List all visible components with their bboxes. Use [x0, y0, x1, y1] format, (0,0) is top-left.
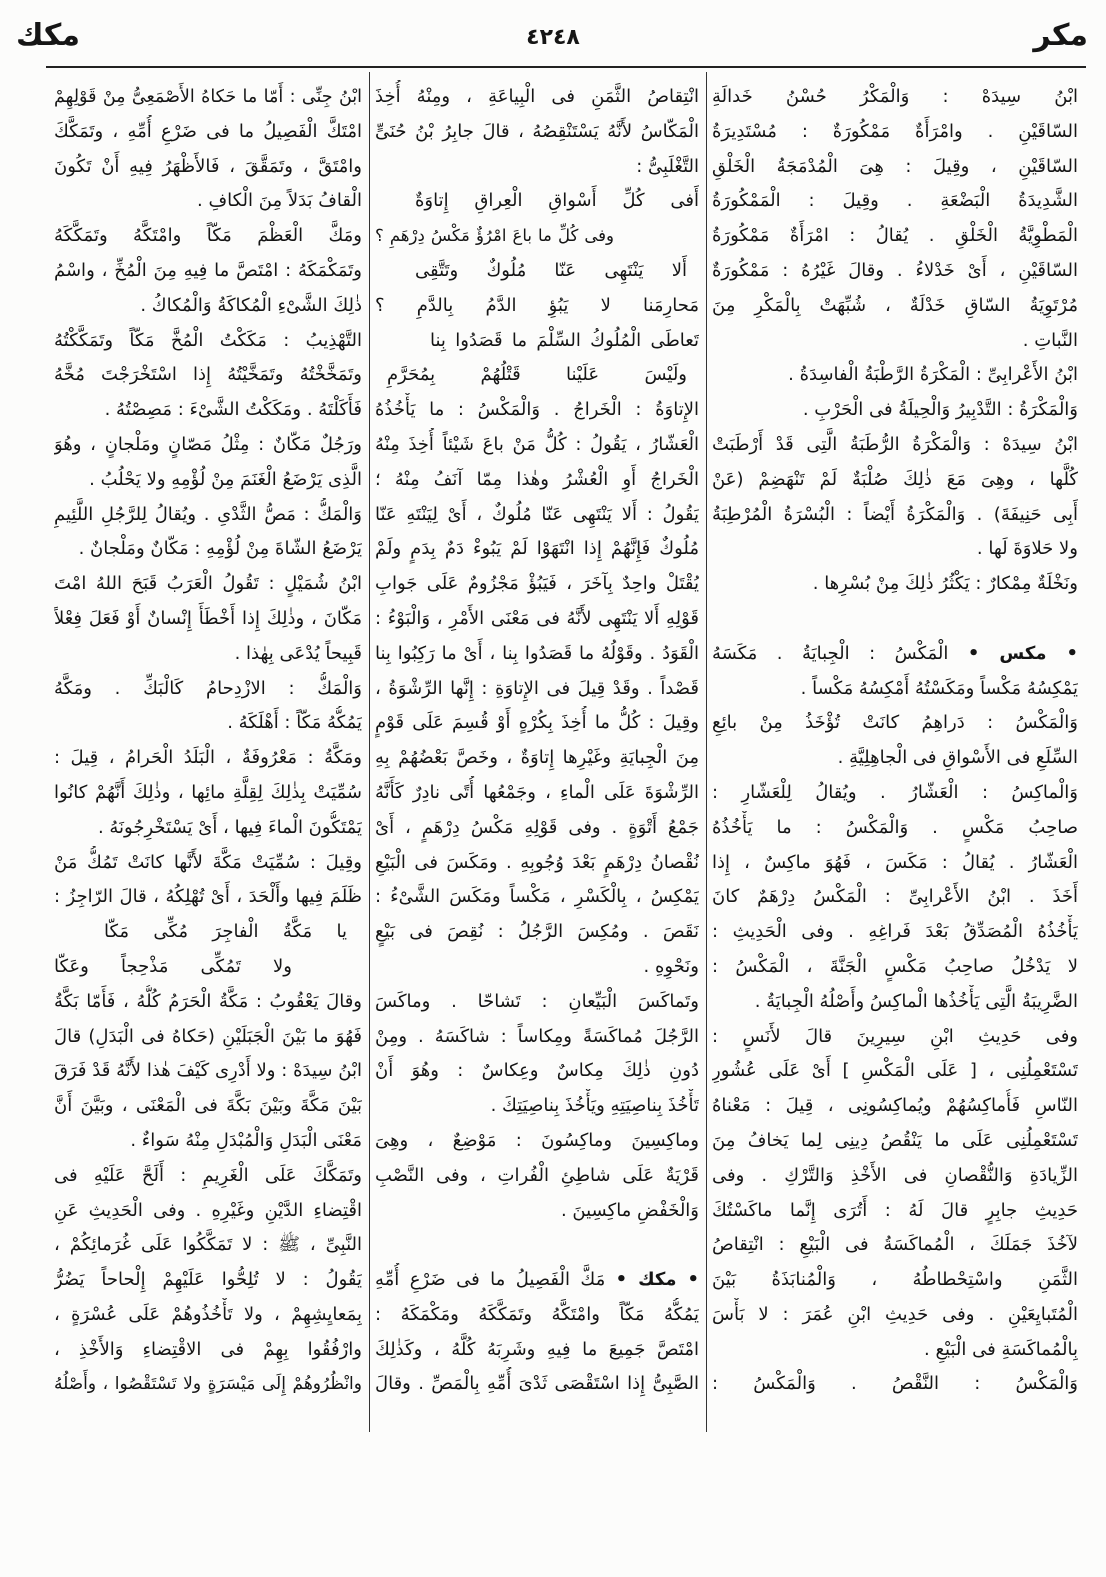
text-line: ونَخْلَةٌ مِمْكارٌ : يَكْثُرُ ذٰلِكَ مِنْ بُسْرِها .	[812, 573, 1078, 595]
text-line: النّاسِ فَأُماكِسُهُمْ ويُماكِسُونِى ، قِيلَ : مَعْناهُ	[712, 1095, 1078, 1117]
text-line: ابْنُ سِيدَهْ : وَالْمَكْرَةُ الرُّطَبَةُ الَّتِى قَدْ أَرْطَبَتْ	[712, 433, 1078, 455]
page-number: ٤٢٤٨	[526, 25, 580, 50]
text-line: فَهُوَ ما بَيْنَ الْجَبَلَيْنِ (حَكاهُ فى الْبَدَلِ) قالَ	[54, 1025, 362, 1047]
text-line: جَمْعُ أَتْوَةٍ . وفى قَوْلِهِ مَكْسُ دِرْهَمٍ ، أَىْ	[375, 816, 699, 838]
text-line: ابْنُ سِيدَهْ : ولا أَدْرِى كَيْفَ هٰذا لأَنَّهُ قَدْ فَرَقَ	[54, 1060, 362, 1082]
column-right	[712, 80, 1078, 1402]
text-line: امْتَكَّ الْفَصِيلُ ما فى ضَرْعِ أُمِّهِ ، وتَمَكَّكَ	[54, 120, 362, 142]
text-line: فَأَكَلْتَهُ . ومَكَكْتُ الشَّىْءَ : مَصِصْتُهُ .	[104, 399, 362, 421]
text-line: • مكس • الْمَكْسُ : الْجِبايَةُ . مَكَسَهُ	[712, 642, 1078, 664]
text-line: الزِّيادَةِ وَالنُّقْصانِ فى الأَخْذِ وَالتَّرْكِ . وفى	[712, 1164, 1078, 1186]
text-line: الضَّرِيبَةُ الَّتِى يَأْخُذُها الْماكِسُ وأَصْلُهُ الْجِبايَةُ .	[754, 990, 1078, 1012]
verse-line: أَلا يَنْتَهِى عَنّا مُلُوكٌ وتَتَّقِى	[415, 259, 687, 281]
text-line: يَمُكُّهُ مَكّاً : أَهْلَكَهُ .	[227, 712, 362, 734]
text-line: السّاقَيْنِ ، أَىْ خَدْلاءُ . وقالَ غَيْرُهُ : مَمْكُورَةٌ	[712, 259, 1078, 281]
text-line: سُمِّيَتْ بِذٰلِكَ لِقِلَّةِ مائِها ، وذٰلِكَ أَنَّهُمْ كانُوا	[54, 781, 362, 803]
text-line: • مكك • مَكَّ الْفَصِيلُ ما فى ضَرْعِ أُمِّهِ	[375, 1269, 699, 1291]
text-line: السِّلَعِ فى الأَسْواقِ فى الْجاهِلِيَّةِ .	[837, 747, 1078, 769]
text-line: اقْتِضاءِ الدَّيْنِ وغَيْرِهِ . وفى الْحَدِيثِ عَنِ	[54, 1199, 362, 1221]
text-line: مَعْنَى الْبَدَلِ وَالْمُبْدَلِ مِنْهُ سَواءٌ .	[130, 1129, 362, 1151]
text-line: يَرْضَعُ الشّاةَ مِنْ لُؤْمِهِ : مَكّانٌ ومَلْجانٌ .	[78, 538, 362, 560]
text-line: بَيْنَ مَكَّةَ وبَيْنَ بَكَّةَ فى الْمَعْنَى ، وبَيَّنَ أَنَّ	[54, 1095, 362, 1117]
text-line: الرِّشْوَةَ عَلَى الْماءِ ، وجَمْعُها أُتًى نادِرٌ كَأَنَّهُ	[375, 781, 699, 803]
text-line: الْعَشّارُ ، يَقُولُ : كُلُّ مَنْ باعَ شَيْئاً أُخِذَ مِنْهُ	[375, 433, 699, 455]
text-line: نُقْصانُ دِرْهَمٍ بَعْدَ وُجُوبِهِ . ومَكَسَ فى الْبَيْعِ	[375, 851, 699, 873]
text-line: وارْفُقُوا بِهِمْ فى الاقْتِضاءِ وَالأَخْذِ ،	[54, 1338, 362, 1360]
text-line: وتَماكَسَ الْبَيِّعانِ : تَشاحّا . وماكَسَ	[375, 990, 699, 1012]
text-line: وقِيلَ : كُلُّ ما أُخِذَ بِكُرْهٍ أَوْ قُسِمَ عَلَى قَوْمٍ	[375, 712, 699, 734]
text-line: حَدِيثِ جابِرٍ قالَ لَهُ : أَتُرَى إِنَّما ماكَسْتُكَ	[712, 1199, 1078, 1221]
text-line: الصَّبِىُّ إِذا اسْتَقْصَى ثَدْىَ أُمِّهِ بِالْمَصِّ . وقالَ	[375, 1373, 699, 1395]
text-line: وانْظُرُوهُمْ إِلَى مَيْسَرَةٍ ولا تَسْتَقْصُوا ، وأَصْلُهُ	[54, 1374, 362, 1395]
text-line: ومَكَّةُ : مَعْرُوفَةٌ ، الْبَلَدُ الْحَرامُ ، قِيلَ :	[54, 747, 362, 769]
text-line: يَقُولُ : أَلا يَنْتَهِى عَنّا مُلُوكٌ ، أَىْ لِيَنْتَهِ عَنّا	[375, 503, 699, 525]
text-line: تَأْخُذَ بِناصِيَتِهِ ويَأْخُذَ بِناصِيَتِكَ .	[490, 1095, 699, 1117]
text-line: يَأْخُذُهُ الْمُصَدِّقُ بَعْدَ فَراغِهِ . وفى الْحَدِيثِ :	[712, 921, 1078, 943]
text-line: وتَمَكْمَكَهُ : امْتَصَّ ما فِيهِ مِنَ الْمُخِّ ، واسْمُ	[54, 259, 362, 281]
text-line: الْخَراجُ أَوِ الْعُشْرُ وهٰذا مِمّا آنَفُ مِنْهُ ؛	[375, 468, 699, 490]
text-line: وَالْمَكْرَةُ : التَّدْبِيرُ وَالْحِيلَةُ فى الْحَرْبِ .	[802, 399, 1078, 421]
text-line: السّاقَيْنِ ، وقِيلَ : هِىَ الْمُدْمَجَةُ الْخَلْقِ	[712, 155, 1078, 177]
verse-line: وفى كُلِّ ما باعَ امْرُؤٌ مَكْسُ دِرْهَمِ ؟	[375, 226, 614, 246]
blank-line	[712, 602, 1078, 637]
text-line: الإِتاوَةُ : الْخَراجُ . وَالْمَكْسُ : ما يَأْخُذُهُ	[375, 399, 699, 421]
text-line: بِالْمُماكَسَةِ فى الْبَيْعِ .	[924, 1338, 1078, 1360]
text-line: النَّبِىِّ ، ﷺ : لا تَمَكَّكُوا عَلَى غُرَمائِكُمْ ،	[54, 1234, 362, 1256]
entry-headword: • مكك •	[615, 1269, 699, 1291]
text-line: السّاقَيْنِ . وامْرَأَةٌ مَمْكُورَةٌ : مُسْتَدِيرَةُ	[712, 120, 1078, 142]
column-middle	[375, 80, 699, 1402]
text-line: ابْنُ شُمَيْلٍ : تَقُولُ الْعَرَبُ قَبَحَ اللهُ امْتَ	[54, 573, 362, 595]
text-line: يَمْكِسُهُ مَكْساً ومَكَسْتُهُ أَمْكِسُهُ مَكْساً .	[800, 677, 1078, 699]
text-line: مِنَ الْجِبايَةِ وغَيْرِها إِتاوَةٌ ، وخَصَّ بَعْضُهُمْ بِهِ	[375, 747, 699, 769]
text-line: كُلَّها ، وهِىَ مَعَ ذٰلِكَ صُلْبَةٌ لَمْ تَنْهَضِمْ (عَنْ	[712, 468, 1078, 490]
text-line: ومَكَّ الْعَظْمَ مَكّاً وامْتَكَّهُ وتَمَكَّكَهُ	[54, 225, 362, 247]
verse-line: تَعاطَى الْمُلُوكُ السِّلْمَ ما قَصَدُوا بِنا	[430, 329, 699, 351]
text-line: الْقافُ بَدَلاً مِنَ الْكافِ .	[197, 190, 362, 212]
text-line: وَالْمَكُّ : مَصُّ الثَّدْىِ . ويُقالُ لِلرَّجُلِ اللَّئِيمِ	[54, 503, 362, 525]
text-line: أَبِى حَنِيفَةَ) . وَالْمَكْرَةُ أَيْضاً : الْبُسْرَةُ الْمُرْطِبَةُ	[712, 503, 1078, 525]
text-line: مُلُوكٌ فَإِنَّهُمْ إِذا انْتَهَوْا لَمْ يَبُوءْ دَمٌ بِدَمٍ ولَمْ	[375, 538, 699, 560]
text-line: ابْنُ سِيدَهْ : وَالْمَكْرُ حُسْنُ خَدالَةِ	[712, 86, 1078, 107]
text-line: ظَلَمَ فِيها وأَلْحَدَ ، أَىْ تُهْلِكُهُ ، قالَ الرّاجِزُ :	[54, 886, 362, 908]
text-line: دُونِ ذٰلِكَ مِكاسٌ وعِكاسٌ : وهُوَ أَنْ	[375, 1060, 699, 1082]
column-rule	[369, 72, 370, 1432]
text-line: وتَمَخَّخْتُهُ وتَمَخَّيْتُهُ إِذا اسْتَخْرَجْتَ مُخَّهُ	[54, 364, 362, 386]
text-line: ابْنُ الأَعْرابِىِّ : الْمَكْرَةُ الرَّطْبَةُ الْفاسِدَةُ .	[788, 364, 1078, 386]
text-line: تَسْتَعْمِلُنِى ، [ عَلَى الْمَكْسِ ] أَىْ عَلَى عُشُورِ	[712, 1060, 1078, 1082]
text-line: الشَّدِيدَةُ الْبَضْعَةِ . وقِيلَ : الْمَمْكُورَةُ	[712, 190, 1078, 212]
text-line: قَرْيَةٌ عَلَى شاطِئِ الْفُراتِ ، وفى النَّصْبِ	[375, 1164, 699, 1186]
text-line: وَالْمَكْسُ : دَراهِمُ كانَتْ تُؤْخَذُ مِنْ بائِعِ	[712, 712, 1078, 734]
text-line: وامْتَقَّ ، وتَمَقَّقَ ، فَالأَظْهَرُ فِيهِ أَنْ تَكُونَ	[54, 155, 362, 177]
verse-line: يا مَكَّةُ الْفاجِرَ مُكِّى مَكّا	[104, 921, 347, 943]
running-head-right: مكر	[1033, 18, 1088, 53]
entry-headword: • مكس •	[967, 642, 1078, 664]
text-line: مَكّانَ ، وذٰلِكَ إِذا أَخْطَأَ إِنْسانٌ أَوْ فَعَلَ فِعْلاً	[54, 607, 362, 629]
text-line: قَبِيحاً يُدْعَى بِهٰذا .	[234, 642, 362, 664]
text-line: الْمَطْوِيَّةُ الْخَلْقِ . يُقالُ : امْرَأَةٌ مَمْكُورَةُ	[712, 225, 1078, 247]
text-line: الْقَوَدُ . وقَوْلُهُ ما قَصَدُوا بِنا ، أَىْ ما رَكِبُوا بِنا	[375, 642, 699, 664]
text-line: يَمْكِسُ ، بِالْكَسْرِ ، مَكْساً ومَكَسَ الشَّىْءُ :	[375, 886, 699, 908]
text-line: الْعَشّارُ . يُقالُ : مَكَسَ ، فَهُوَ ماكِسٌ ، إِذا	[712, 851, 1078, 873]
blank-line	[375, 1228, 699, 1263]
text-line: أَخَذَ . ابْنُ الأَعْرابِىِّ : الْمَكْسُ دِرْهَمٌ كانَ	[712, 886, 1078, 908]
verse-line: ولَيْسَ عَلَيْنا قَتْلُهُمْ بِمُحَرَّمِ	[387, 364, 687, 386]
running-head-left: مكك	[16, 18, 80, 53]
text-line: صاحِبُ مَكْسٍ . وَالْمَكْسُ : ما يَأْخُذُهُ	[712, 816, 1078, 838]
text-line: يَقُولُ : لا تُلِحُّوا عَلَيْهِمْ إِلْحاحاً يَضُرُّ	[54, 1269, 362, 1291]
text-line: نَقَصَ . ومُكِسَ الرَّجُلُ : نُقِصَ فى بَيْعٍ	[375, 921, 699, 943]
text-line: وقالَ يَعْقُوبُ : مَكَّةُ الْحَرَمُ كُلُّهُ ، فَأَمّا بَكَّةُ	[54, 990, 362, 1012]
text-line: وَالْماكِسُ : الْعَشّارُ . ويُقالُ لِلْعَشّارِ :	[712, 781, 1078, 803]
text-line: ونَحْوِهِ .	[643, 955, 699, 977]
text-line: الرَّجُلَ مُماكَسَةً ومِكاساً : شاكَسَهُ . ومِنْ	[375, 1025, 699, 1047]
text-line: ابْنُ جِنِّى : أَمّا ما حَكاهُ الأَصْمَعِىُّ مِنْ قَوْلِهِمْ	[54, 87, 362, 107]
text-line: وَالْمَكُّ : الازْدِحامُ كَالْبَكِّ . ومَكَّهُ	[54, 677, 362, 699]
verse-line: ولا تَمُكِّى مَذْحِجاً وعَكّا	[54, 955, 292, 977]
text-line: وقِيلَ : سُمِّيَتْ مَكَّةَ لأَنَّها كانَتْ تَمُكُّ مَنْ	[54, 851, 362, 873]
header-rule	[46, 66, 1086, 68]
text-line: تَسْتَعْمِلُنِى عَلَى ما يَنْقُصُ دِينِى لِما يَخافُ مِنَ	[712, 1129, 1078, 1151]
text-line: التَّغْلَبِىُّ :	[636, 155, 699, 177]
verse-line: مَحارِمَنا لا يَبُؤِ الدَّمُ بِالدَّمِ ؟	[375, 294, 699, 316]
text-line: ولا حَلاوَةَ لَها .	[976, 538, 1078, 560]
text-line: وَالْخَفْضِ ماكِسِينَ .	[560, 1199, 699, 1221]
text-line: ذٰلِكَ الشَّىْءِ الْمُكاكَةُ وَالْمُكاكُ .	[140, 294, 362, 316]
text-line: يَمُكُّهُ مَكّاً وامْتَكَّهُ وتَمَكَّكَهُ ومَكْمَكَهُ :	[375, 1303, 699, 1325]
text-line: مُرْتَوِيَةُ السّاقِ خَدْلَةٌ ، شُبِّهَتْ بِالْمَكْرِ مِنَ	[712, 294, 1078, 316]
text-line: قَصْداً . وقَدْ قِيلَ فى الإِتاوَةِ : إِنَّها الرِّشْوَةُ ،	[375, 677, 699, 699]
text-line: الْمُتَبايِعَيْنِ . وفى حَدِيثِ ابْنِ عُمَرَ : لا بَأْسَ	[712, 1303, 1078, 1325]
text-line: الْمَكّاسُ لأَنَّهُ يَسْتَنْقِصُهُ ، قالَ جابِرُ بْنُ حُنَىٍّ	[375, 120, 699, 142]
text-line: ورَجُلٌ مَكّانٌ : مِثْلُ مَصّانٍ ومَلْجانٍ ، وهُوَ	[54, 433, 362, 455]
text-line: وَالْمَكْسُ : النَّقْصُ . وَالْمَكْسُ :	[712, 1373, 1078, 1395]
text-line: يَمْتَكُّونَ الْماءَ فِيها ، أَىْ يَسْتَخْرِجُونَهُ .	[97, 816, 362, 838]
verse-line: أَفى كُلِّ أَسْواقِ الْعِراقِ إِتاوَةٌ	[415, 190, 699, 212]
text-line: وفى حَدِيثِ ابْنِ سِيرِينَ قالَ لأَنَسٍ :	[712, 1025, 1078, 1047]
text-line: الَّذِى يَرْضَعُ الْغَنَمَ مِنْ لُؤْمِهِ ولا يَحْلُبُ .	[89, 468, 362, 490]
text-line: التَّهْذِيبُ : مَكَكْتُ الْمُخَّ مَكّاً وتَمَكَّكْتُهُ	[54, 329, 362, 351]
column-left	[54, 80, 362, 1402]
text-line: لا يَدْخُلُ صاحِبُ مَكْسٍ الْجَنَّةَ ، الْمَكْسُ :	[712, 955, 1078, 977]
text-line: بِمَعايِشِهِمْ ، ولا تَأْخُذُوهُمْ عَلَى عُسْرَةٍ ،	[54, 1303, 362, 1325]
text-line: وماكِسِينَ وماكِسُونَ : مَوْضِعٌ ، وهِىَ	[375, 1129, 699, 1151]
text-line: الثَّمَنِ واسْتِحْطاطُهُ ، وَالْمُنابَذَةُ بَيْنَ	[712, 1269, 1078, 1291]
text-line: انْتِقاصُ الثَّمَنِ فى الْبِياعَةِ ، ومِنْهُ أُخِذَ	[375, 86, 699, 107]
text-line: يُقْتَلْ واحِدٌ بِآخَرَ ، فَيَبُؤْ مَجْزُومٌ عَلَى جَوابِ	[375, 573, 699, 595]
text-line: امْتَصَّ جَمِيعَ ما فِيهِ وشَرِبَهُ كُلَّهُ ، وكَذٰلِكَ	[375, 1338, 699, 1360]
text-line: قَوْلِهِ أَلا يَنْتَهِى لأَنَّهُ فى مَعْنَى الأَمْرِ ، وَالْبَوْءُ :	[375, 607, 699, 629]
text-line: النَّباتِ .	[1022, 329, 1078, 351]
text-line: وتَمَكَّكَ عَلَى الْغَرِيمِ : أَلَحَّ عَلَيْهِ فى	[54, 1164, 362, 1186]
text-line: لآخُذَ جَمَلَكَ ، الْمُماكَسَةُ فى الْبَيْعِ : انْتِقاصُ	[712, 1234, 1078, 1256]
column-rule	[706, 72, 707, 1432]
